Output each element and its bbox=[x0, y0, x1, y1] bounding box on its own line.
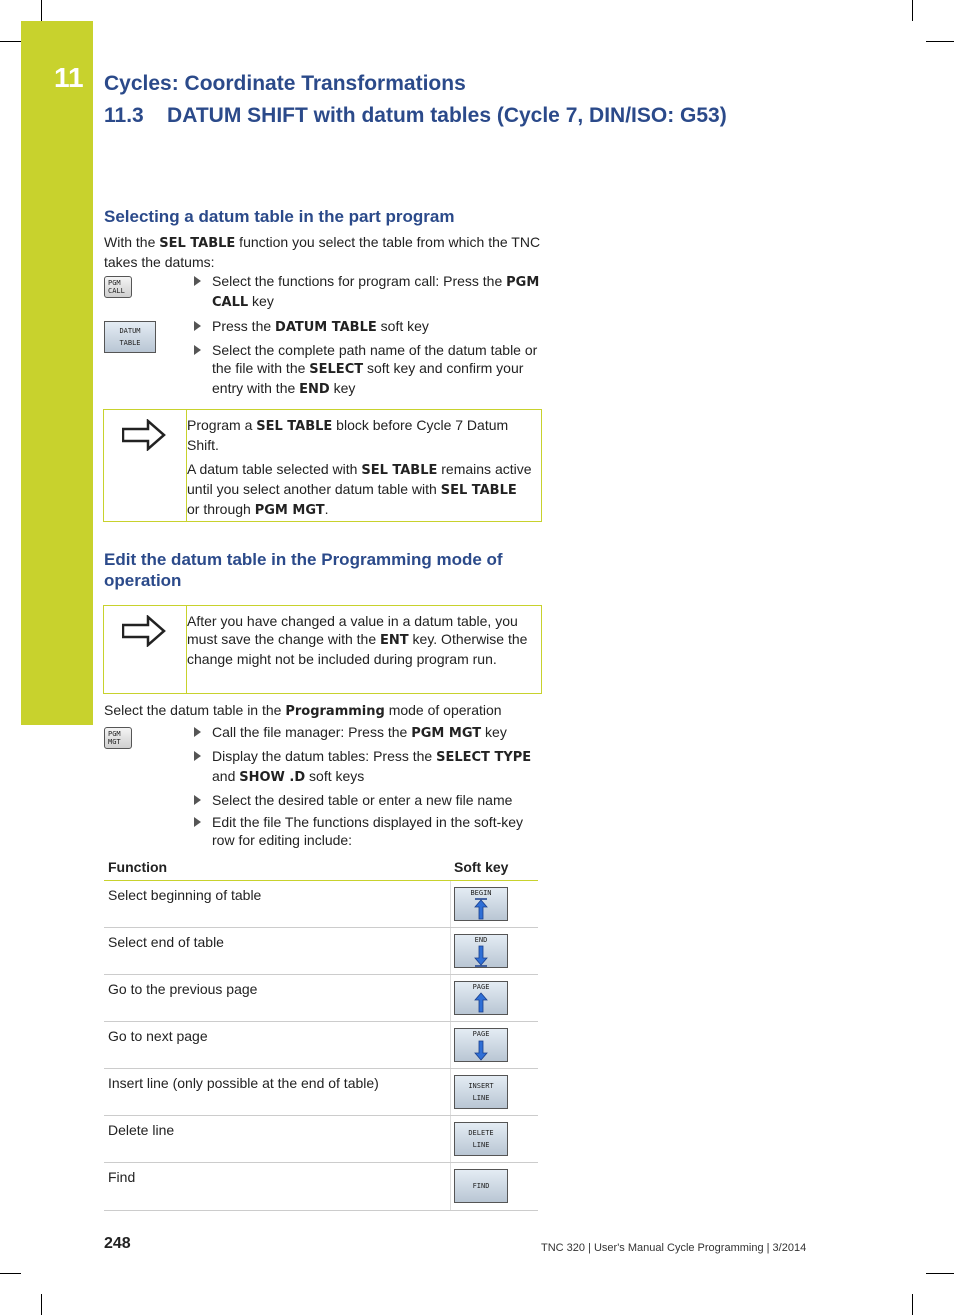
note-paragraph bbox=[187, 416, 532, 454]
list-item bbox=[192, 317, 542, 337]
datum-table-softkey[interactable] bbox=[104, 321, 156, 353]
key-label: MGT bbox=[108, 738, 121, 746]
text: key bbox=[329, 380, 356, 396]
keyword: ENT bbox=[380, 633, 409, 648]
step-list bbox=[192, 723, 542, 853]
triangle-bullet-icon bbox=[194, 751, 201, 761]
page-up-softkey[interactable] bbox=[454, 981, 508, 1015]
list-item bbox=[192, 791, 542, 809]
note-paragraph bbox=[187, 612, 532, 668]
text: Select the datum table in the bbox=[104, 702, 286, 718]
triangle-bullet-icon bbox=[194, 727, 201, 737]
note-box bbox=[103, 409, 542, 522]
right-arrow-icon bbox=[122, 419, 166, 451]
table-header bbox=[104, 856, 538, 881]
delete-line-softkey[interactable] bbox=[454, 1122, 508, 1156]
key-label: FIND bbox=[472, 1182, 490, 1190]
softkey-table bbox=[104, 856, 538, 1211]
keyword: END bbox=[299, 382, 330, 397]
divider bbox=[450, 975, 451, 1021]
insert-line-softkey[interactable] bbox=[454, 1075, 508, 1109]
chapter-number: 11 bbox=[54, 62, 84, 93]
function-cell: Go to next page bbox=[108, 1028, 208, 1044]
pgm-call-key[interactable] bbox=[104, 276, 132, 298]
list-item bbox=[192, 747, 542, 787]
triangle-bullet-icon bbox=[194, 817, 201, 827]
section-title: 11.3 DATUM SHIFT with datum tables (Cycle 7, DIN/ISO: G53) bbox=[104, 104, 727, 127]
header-softkey: Soft key bbox=[454, 859, 509, 875]
header-function: Function bbox=[108, 859, 168, 875]
triangle-bullet-icon bbox=[194, 276, 201, 286]
text: key. Otherwise the change might not be included during program run. bbox=[187, 631, 528, 667]
keyword: SEL TABLE bbox=[440, 483, 517, 498]
key-label: PGM bbox=[108, 730, 121, 738]
table-row bbox=[104, 928, 538, 975]
right-arrow-icon bbox=[122, 615, 166, 647]
arrow-down-icon bbox=[471, 945, 491, 967]
text: Select the desired table or enter a new file name bbox=[212, 792, 513, 808]
chapter-sidebar bbox=[21, 21, 93, 725]
function-cell: Delete line bbox=[108, 1122, 175, 1138]
table-row bbox=[104, 1022, 538, 1069]
note-text bbox=[187, 410, 532, 526]
text: soft key bbox=[376, 318, 429, 334]
list-item bbox=[192, 813, 542, 849]
function-cell: Select end of table bbox=[108, 934, 224, 950]
divider bbox=[450, 881, 451, 927]
chapter-title: Cycles: Coordinate Transformations bbox=[104, 72, 466, 95]
text: . bbox=[324, 501, 329, 517]
text: Edit the file The functions displayed in the soft-key row for editing include: bbox=[212, 814, 524, 848]
text: block before Cycle 7 Datum Shift. bbox=[187, 417, 509, 453]
pgm-mgt-key[interactable] bbox=[104, 727, 132, 749]
note-paragraph bbox=[187, 460, 532, 520]
key-label: DELETE bbox=[468, 1129, 494, 1137]
heading-select-datum-table: Selecting a datum table in the part program bbox=[104, 207, 455, 226]
text: Display the datum tables: Press the bbox=[212, 748, 437, 764]
page-down-softkey[interactable] bbox=[454, 1028, 508, 1062]
heading-edit-datum-table: Edit the datum table in the Programming mode of operation bbox=[104, 550, 503, 590]
keyword: PGM MGT bbox=[411, 726, 482, 741]
keyword: Programming bbox=[285, 704, 385, 719]
text: Call the file manager: Press the bbox=[212, 724, 412, 740]
crop-mark bbox=[41, 1294, 42, 1315]
keyword: PGM MGT bbox=[254, 503, 325, 518]
text: key bbox=[248, 293, 274, 309]
keyword: SELECT bbox=[309, 362, 364, 377]
text: With the bbox=[104, 234, 160, 250]
key-label: DATUM bbox=[119, 327, 141, 335]
key-label: PAGE bbox=[472, 1030, 490, 1038]
triangle-bullet-icon bbox=[194, 795, 201, 805]
function-cell: Insert line (only possible at the end of table) bbox=[108, 1075, 379, 1091]
key-label: PGM bbox=[108, 279, 121, 287]
arrow-up-icon bbox=[471, 898, 491, 920]
key-label: PAGE bbox=[472, 983, 490, 991]
text: Program a bbox=[187, 417, 257, 433]
step-list bbox=[192, 317, 542, 403]
crop-mark bbox=[912, 1294, 913, 1315]
text: A datum table selected with bbox=[187, 461, 362, 477]
key-label: INSERT bbox=[468, 1082, 494, 1090]
text: mode of operation bbox=[384, 702, 502, 718]
key-label: LINE bbox=[472, 1094, 490, 1102]
keyword: SEL TABLE bbox=[159, 236, 236, 251]
begin-softkey[interactable] bbox=[454, 887, 508, 921]
text: soft key and confirm your entry with the bbox=[212, 360, 524, 396]
divider bbox=[450, 1022, 451, 1068]
divider bbox=[450, 1163, 451, 1210]
footer-text: TNC 320 | User's Manual Cycle Programming | 3/2014 bbox=[541, 1242, 807, 1254]
end-softkey[interactable] bbox=[454, 934, 508, 968]
keyword: PGM CALL bbox=[212, 275, 540, 310]
keyword: SELECT TYPE bbox=[436, 750, 532, 765]
divider bbox=[450, 1116, 451, 1162]
text: After you have changed a value in a datum table, you must save the change with the bbox=[187, 613, 518, 647]
divider bbox=[450, 1069, 451, 1115]
table-row bbox=[104, 975, 538, 1022]
text: or through bbox=[187, 501, 255, 517]
text: soft keys bbox=[305, 768, 365, 784]
arrow-down-icon bbox=[471, 1039, 491, 1061]
triangle-bullet-icon bbox=[194, 345, 201, 355]
crop-mark bbox=[926, 41, 954, 42]
keyword: SEL TABLE bbox=[361, 463, 438, 478]
text: and bbox=[212, 768, 240, 784]
crop-mark bbox=[41, 0, 42, 21]
arrow-up-icon bbox=[471, 992, 491, 1014]
divider bbox=[450, 928, 451, 974]
list-item bbox=[192, 272, 542, 312]
key-label: CALL bbox=[108, 287, 125, 295]
crop-mark bbox=[912, 0, 913, 21]
key-label: END bbox=[474, 936, 488, 944]
text: key bbox=[481, 724, 507, 740]
key-label: TABLE bbox=[119, 339, 141, 347]
keyword: DATUM TABLE bbox=[275, 320, 377, 335]
find-softkey[interactable] bbox=[454, 1169, 508, 1203]
keyword: SEL TABLE bbox=[256, 419, 333, 434]
function-cell: Find bbox=[108, 1169, 136, 1185]
list-item bbox=[192, 341, 542, 399]
crop-mark bbox=[926, 1273, 954, 1274]
text: function you select the table from which the TNC takes the datums: bbox=[104, 234, 541, 270]
key-label: LINE bbox=[472, 1141, 490, 1149]
crop-mark bbox=[0, 41, 21, 42]
table-row bbox=[104, 1163, 538, 1211]
note-text bbox=[187, 606, 532, 674]
intro-paragraph bbox=[104, 701, 544, 721]
triangle-bullet-icon bbox=[194, 321, 201, 331]
step-list bbox=[192, 272, 542, 316]
text: Select the complete path name of the datum table or the file with the bbox=[212, 342, 538, 376]
table-row bbox=[104, 881, 538, 928]
crop-mark bbox=[0, 1273, 21, 1274]
text: Select the functions for program call: Press the bbox=[212, 273, 507, 289]
keyword: SHOW .D bbox=[239, 770, 306, 785]
function-cell: Go to the previous page bbox=[108, 981, 258, 997]
table-row bbox=[104, 1116, 538, 1163]
list-item bbox=[192, 723, 542, 743]
intro-paragraph bbox=[104, 233, 544, 271]
key-label: BEGIN bbox=[470, 889, 492, 897]
text: Press the bbox=[212, 318, 276, 334]
text: remains active until you select another datum table with bbox=[187, 461, 532, 497]
note-box bbox=[103, 605, 542, 694]
function-cell: Select beginning of table bbox=[108, 887, 262, 903]
table-row bbox=[104, 1069, 538, 1116]
page-number: 248 bbox=[104, 1235, 131, 1252]
